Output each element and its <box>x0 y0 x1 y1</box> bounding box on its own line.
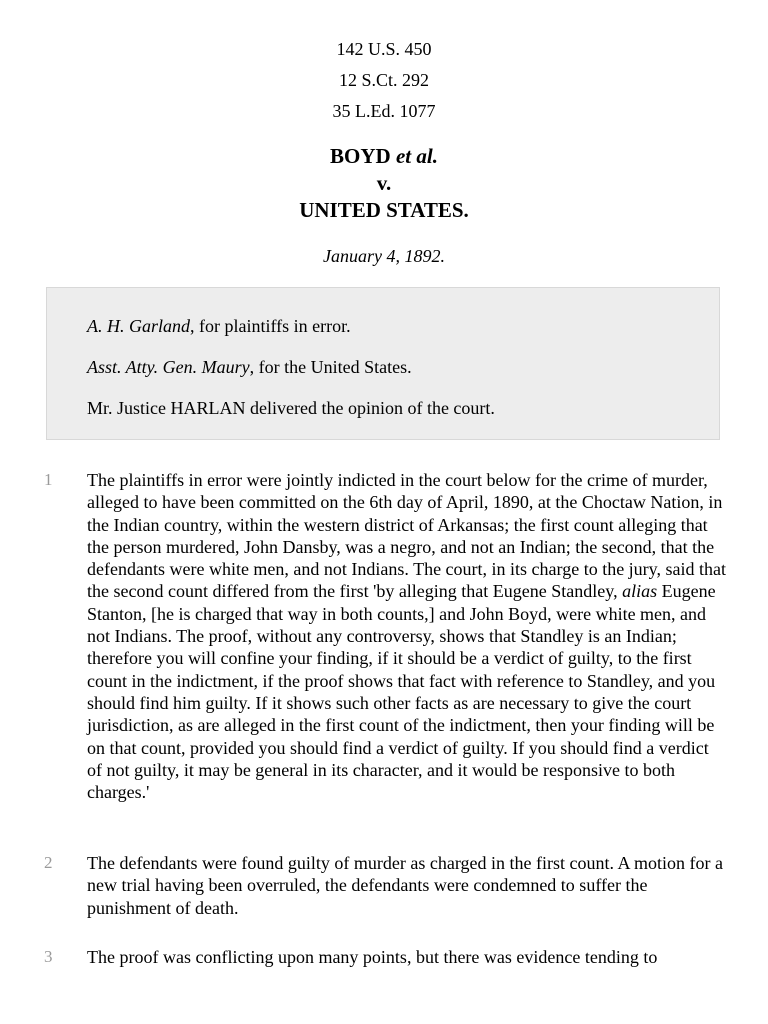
caption-party1-suffix: et al. <box>395 144 438 168</box>
paragraph-number: 2 <box>44 853 53 872</box>
caption-party1-line <box>0 143 768 170</box>
caption-party2: UNITED STATES. <box>299 198 469 222</box>
paragraph-number: 1 <box>44 470 53 489</box>
citation-sct: 12 S.Ct. 292 <box>338 70 430 90</box>
paragraph-text: The proof was conflicting upon many points, but there was evidence tending to <box>87 947 658 967</box>
paragraph-number: 3 <box>44 947 53 966</box>
paragraph-text-part1: The plaintiffs in error were jointly indicted in the court below for the crime of murder, alleged to have been committed on the 6th day of April, 1890, at the Choctaw Nation, in the Indian country, within the western district of Arkansas; the first count alleging that the person murdered, John Dansby, was a negro, and not an Indian; the second, that the defendants were white men, and not Indians. The court, in its charge to the jury, said that the second count differed from the first 'by alleging that Eugene Standley, <box>87 470 726 602</box>
citation-led: 35 L.Ed. 1077 <box>332 101 436 121</box>
citation-us: 142 U.S. 450 <box>336 39 432 59</box>
paragraph-text <box>87 469 727 803</box>
opinion-author-line: Mr. Justice HARLAN delivered the opinion of the court. <box>87 398 495 418</box>
paragraph-text-italic: alias <box>622 581 658 602</box>
caption-party1: BOYD <box>330 144 391 168</box>
counsel-government-name: Asst. Atty. Gen. Maury <box>87 357 250 377</box>
citations <box>0 34 768 127</box>
counsel-plaintiffs <box>87 316 719 337</box>
case-caption <box>0 143 768 224</box>
paragraph-text-part2: Eugene Stanton, [he is charged that way in both counts,] and John Boyd, were white men, and not Indians. The proof, without any controversy, shows that Standley is an Indian; therefore you will confine your finding, if it should be a verdict of guilty, to the first count in the indictment, if the proof shows that fact with reference to Standley, and you should find him guilty. If it shows such other facts as are necessary to give the court jurisdiction, as are alleged in the first count of the indictment, then your finding will be on that count, provided you should find a verdict of guilty. If you should find a verdict of not guilty, it may be general in its character, and it would be responsive to both charges.' <box>87 581 716 803</box>
decision-date: January 4, 1892. <box>323 246 445 266</box>
counsel-box <box>46 287 720 440</box>
counsel-plaintiffs-name: A. H. Garland <box>87 316 190 336</box>
paragraph-text: The defendants were found guilty of murder as charged in the first count. A motion for a new trial having been overruled, the defendants were condemned to suffer the punishment of death. <box>87 853 723 918</box>
counsel-plaintiffs-role: , for plaintiffs in error. <box>190 316 351 336</box>
counsel-government <box>87 357 719 378</box>
caption-versus: v. <box>376 171 392 195</box>
counsel-government-role: , for the United States. <box>249 357 412 377</box>
